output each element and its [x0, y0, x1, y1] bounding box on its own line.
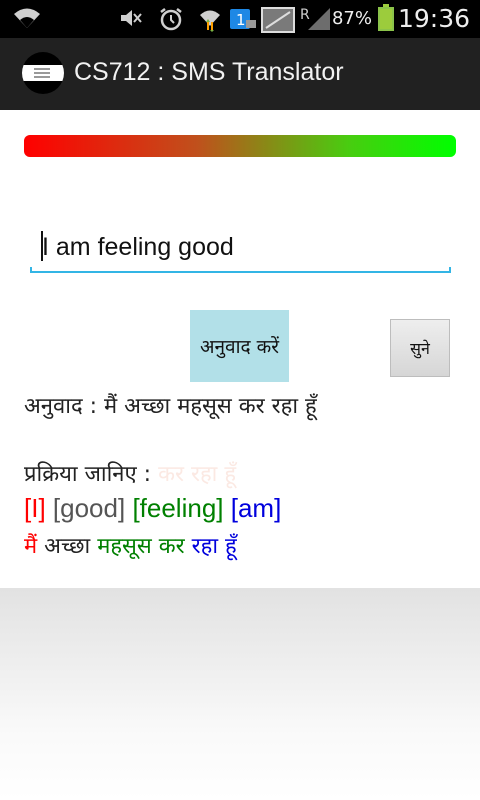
token: [good] — [52, 493, 126, 523]
process-faded-text: कर रहा हूँ — [158, 462, 237, 487]
signal-icon — [306, 6, 332, 39]
listen-button[interactable]: सुने — [390, 319, 450, 377]
wifi-data-icon — [196, 6, 224, 39]
app-title: CS712 : SMS Translator — [74, 58, 344, 86]
progress-bar — [24, 135, 456, 157]
main-content — [0, 110, 480, 588]
battery-icon — [378, 7, 394, 31]
hindi-token: महसूस कर — [97, 534, 185, 559]
action-bar — [0, 38, 480, 111]
svg-text:1: 1 — [236, 11, 246, 29]
token: [I] — [24, 493, 46, 523]
translate-button[interactable]: अनुवाद करें — [190, 310, 289, 382]
translation-result: अनुवाद : मैं अच्छा महसूस कर रहा हूँ — [24, 394, 317, 419]
process-label: प्रक्रिया जानिए : — [24, 462, 152, 487]
hindi-token: रहा हूँ — [191, 534, 237, 559]
hindi-token: अच्छा — [44, 534, 91, 559]
sms-input-container[interactable] — [30, 225, 451, 273]
clock: 19:36 — [397, 4, 470, 33]
roaming-indicator: R — [300, 7, 310, 23]
english-token-row — [24, 493, 281, 524]
sms-input[interactable] — [30, 225, 451, 269]
hindi-token-row — [24, 530, 237, 560]
battery-percent: 87% — [331, 8, 372, 29]
wifi-icon — [12, 6, 42, 37]
status-bar — [0, 0, 480, 38]
progress-fill — [24, 135, 456, 157]
text-caret — [41, 231, 43, 261]
app-logo-icon[interactable] — [22, 52, 64, 94]
mute-icon — [118, 6, 144, 37]
alarm-icon — [158, 6, 184, 39]
input-underline — [30, 271, 451, 273]
hindi-token: मैं — [24, 534, 38, 559]
screenshot-icon — [260, 6, 296, 41]
notification-icon — [228, 6, 258, 39]
token: [feeling] — [132, 493, 224, 523]
background-area — [0, 588, 480, 800]
token: [am] — [230, 493, 282, 523]
process-row — [24, 458, 236, 488]
